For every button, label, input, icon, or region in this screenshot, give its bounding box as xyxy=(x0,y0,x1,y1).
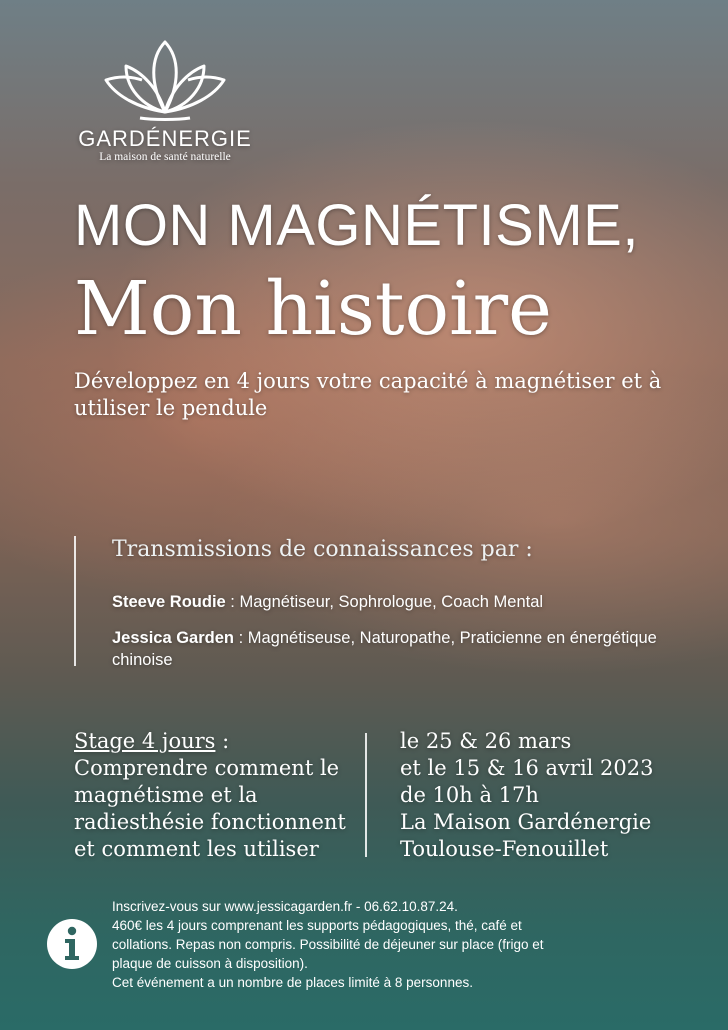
presenter-1-role: : Magnétiseur, Sophrologue, Coach Mental xyxy=(225,593,544,611)
divider-vertical-top xyxy=(74,536,76,666)
presenter-1-name: Steeve Roudie xyxy=(112,593,226,611)
info-line: collations. Repas non compris. Possibilité de déjeuner sur place (frigo et xyxy=(112,937,544,952)
lotus-icon xyxy=(100,36,230,126)
presenter-2 xyxy=(112,627,702,671)
brand-name: GARDÉNERGIE xyxy=(78,126,252,151)
title-line-1: MON MAGNÉTISME, xyxy=(74,193,639,258)
presenter-1 xyxy=(112,591,702,613)
divider-vertical-middle xyxy=(365,733,367,857)
info-line: Cet événement a un nombre de places limité à 8 personnes. xyxy=(112,975,473,990)
stage-description: Comprendre comment le magnétisme et la radiesthésie fonctionnent et comment les utiliser xyxy=(74,756,346,861)
info-line: plaque de cuisson à disposition). xyxy=(112,956,308,971)
presenter-2-name: Jessica Garden xyxy=(112,629,234,647)
stage-colon: : xyxy=(215,729,230,753)
date-line: et le 15 & 16 avril 2023 xyxy=(400,756,654,780)
info-icon xyxy=(46,918,98,970)
stage-label: Stage 4 jours xyxy=(74,729,216,753)
info-line: Inscrivez-vous sur www.jessicagarden.fr - 06.62.10.87.24. xyxy=(112,899,458,914)
title-line-2: Mon histoire xyxy=(74,266,552,352)
brand-tagline: La maison de santé naturelle xyxy=(99,151,231,163)
time-line: de 10h à 17h xyxy=(400,783,539,807)
info-line: 460€ les 4 jours comprenant les supports pédagogiques, thé, café et xyxy=(112,918,522,933)
transmissions-heading: Transmissions de connaissances par : xyxy=(112,537,533,562)
venue-line: La Maison Gardénergie xyxy=(400,810,652,834)
stage-block xyxy=(74,728,364,863)
info-text xyxy=(112,897,672,992)
date-line: le 25 & 26 mars xyxy=(400,729,572,753)
city-line: Toulouse-Fenouillet xyxy=(400,837,609,861)
subtitle: Développez en 4 jours votre capacité à magnétiser et à utiliser le pendule xyxy=(74,369,662,420)
presenter-2-role: : Magnétiseuse, Naturopathe, Praticienne en énergétique chinoise xyxy=(112,629,657,669)
dates-block xyxy=(400,728,720,863)
